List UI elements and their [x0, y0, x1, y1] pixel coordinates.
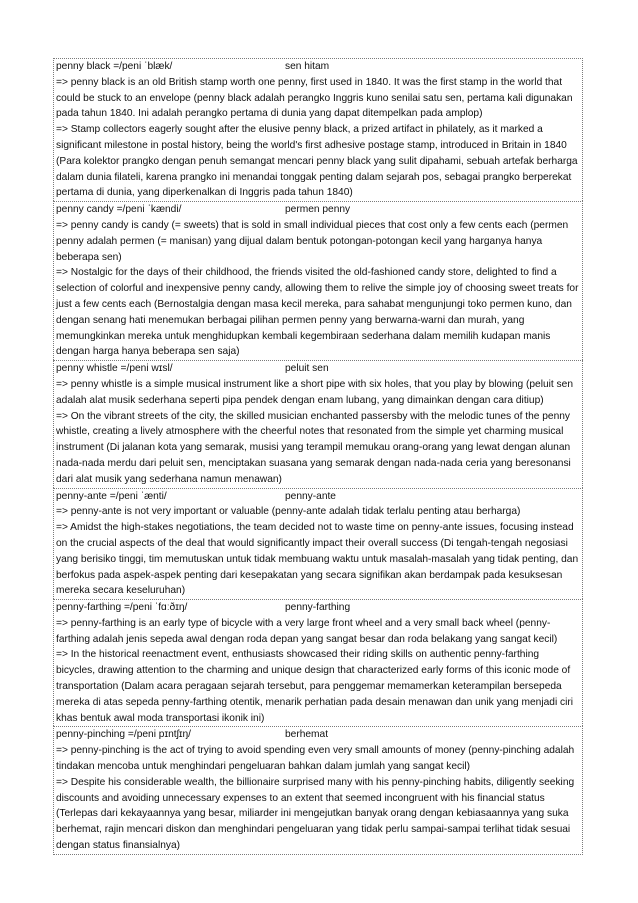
vocab-entry	[53, 360, 583, 487]
entry-header	[56, 727, 580, 743]
entry-term: penny-farthing =/peni ˈfɑːðɪŋ/	[56, 602, 188, 614]
entry-meaning: permen penny	[285, 204, 351, 216]
vocab-entry	[53, 599, 583, 726]
entry-term: penny-pinching =/peni pɪntʃɪŋ/	[56, 729, 191, 741]
entry-example: => Amidst the high-stakes negotiations, the team decided not to waste time on penny-ante issues, focusing instead on the crucial aspects of the deal that would significantly impact their overall success (Di tengah-tengah negosiasi yang berisiko tinggi, tim memutuskan untuk tidak membuang waktu untuk masalah-masalah yang tidak penting, dan berfokus pada aspek-aspek penting dari kesepakatan yang secara signifikan akan berdampak pada kesuksesan mereka secara keseluruhan)	[56, 522, 579, 597]
entry-definition: => penny-farthing is an early type of bicycle with a very large front wheel and a very small back wheel (penny-farthing adalah jenis sepeda awal dengan roda depan yang sangat besar dan roda belakang yang sangat kecil)	[56, 617, 558, 645]
vocab-entry	[53, 726, 583, 854]
entry-term: penny candy =/peni ˈkændi/	[56, 204, 182, 216]
vocab-entry	[53, 58, 583, 201]
entry-definition: => penny-pinching is the act of trying to avoid spending even very small amounts of money (penny-pinching adalah tindakan mencoba untuk menghindari pengeluaran bahkan dalam jumlah yang sangat kecil)	[56, 745, 575, 773]
entry-definition: => penny whistle is a simple musical instrument like a short pipe with six holes, that you play by blowing (peluit sen adalah alat musik sederhana seperti pipa pendek dengan enam lubang, yang dimainkan dengan cara ditiup)	[56, 378, 573, 406]
entry-term: penny-ante =/peni ˈænti/	[56, 490, 167, 502]
entry-meaning: penny-ante	[285, 490, 336, 502]
entry-definition: => penny-ante is not very important or valuable (penny-ante adalah tidak terlalu penting atau berharga)	[56, 506, 521, 518]
entry-meaning: sen hitam	[285, 61, 330, 72]
entry-definition: => penny candy is candy (= sweets) that is sold in small individual pieces that cost only a few cents each (permen penny adalah permen (= manisan) yang dijual dalam bentuk potongan-potongan kecil yang harganya hanya beberapa sen)	[56, 219, 569, 263]
entry-example: => On the vibrant streets of the city, the skilled musician enchanted passersby with the melodic tunes of the penny whistle, creating a lively atmosphere with the cheerful notes that resonated from the simple yet charming musical instrument (Di jalanan kota yang semarak, musisi yang terampil memukau orang-orang yang lewat dengan alunan nada-nada merdu dari peluit sen, menciptakan suasana yang semarak dengan nada-nada ceria yang beresonansi dari alat musik yang sederhana namun menawan)	[56, 410, 571, 485]
entry-header	[56, 361, 580, 377]
entry-example: => Despite his considerable wealth, the billionaire surprised many with his penny-pinching habits, diligently seeking discounts and avoiding unnecessary expenses to an extent that seemed incongruent with his financial status (Terlepas dari kekayaannya yang besar, miliarder ini mengejutkan banyak orang dengan kebiasaannya yang suka berhemat, rajin mencari diskon dan menghindari pengeluaran yang tidak perlu sampai-sampai terlihat tidak sesuai dengan status finansialnya)	[56, 776, 575, 852]
vocab-entry	[53, 201, 583, 360]
entry-header	[56, 202, 580, 218]
entry-header	[56, 600, 580, 616]
entry-term: penny whistle =/peni wɪsl/	[56, 363, 173, 375]
entry-header	[56, 489, 580, 505]
entry-meaning: peluit sen	[285, 363, 329, 375]
entry-meaning: penny-farthing	[285, 602, 351, 614]
entry-example: => Stamp collectors eagerly sought after the elusive penny black, a prized artifact in philately, as it marked a significant milestone in postal history, being the world's first adhesive postage stamp, introduced in Britain in 1840 (Para kolektor prangko dengan penuh semangat mencari penny black yang sulit dipahami, sebuah artefak berharga dalam dunia filateli, karena prangko ini menandai tonggak penting dalam sejarah pos, sebagai prangko berperekat pertama di dunia, yang diperkenalkan di Inggris pada tahun 1840)	[56, 124, 578, 199]
entry-definition: => penny black is an old British stamp worth one penny, first used in 1840. It was the first stamp in the world that could be stuck to an envelope (penny black adalah perangko Inggris kuno senilai satu sen, pertama kali digunakan pada tahun 1840. Ini adalah perangko pertama di dunia yang dapat ditempelkan pada amplop)	[56, 76, 573, 120]
entry-meaning: berhemat	[285, 729, 329, 741]
entry-term: penny black =/peni ˈblæk/	[56, 61, 173, 72]
vocab-entry	[53, 488, 583, 600]
vocabulary-list	[53, 58, 583, 855]
entry-example: => Nostalgic for the days of their childhood, the friends visited the old-fashioned candy store, delighted to find a selection of colorful and inexpensive penny candy, allowing them to relive the simple joy of choosing sweet treats for just a few cents each (Bernostalgia dengan masa kecil mereka, para sahabat mengunjungi toko permen kuno, dan dengan senang hati menemukan berbagai pilihan permen penny yang berwarna-warni dan murah, yang memungkinkan mereka untuk menghidupkan kembali kegembiraan sederhana dalam memilih kudapan manis dengan harga hanya beberapa sen saja)	[56, 267, 579, 358]
entry-example: => In the historical reenactment event, enthusiasts showcased their riding skills on authentic penny-farthing bicycles, drawing attention to the charming and unique design that characterized early forms of this iconic mode of transportation (Dalam acara peragaan sejarah tersebut, para penggemar memamerkan keterampilan bersepeda mereka di atas sepeda penny-farthing otentik, menarik perhatian pada desain menawan dan unik yang menjadi ciri khas bentuk awal moda transportasi ikonik ini)	[56, 649, 574, 724]
entry-header	[56, 59, 580, 75]
